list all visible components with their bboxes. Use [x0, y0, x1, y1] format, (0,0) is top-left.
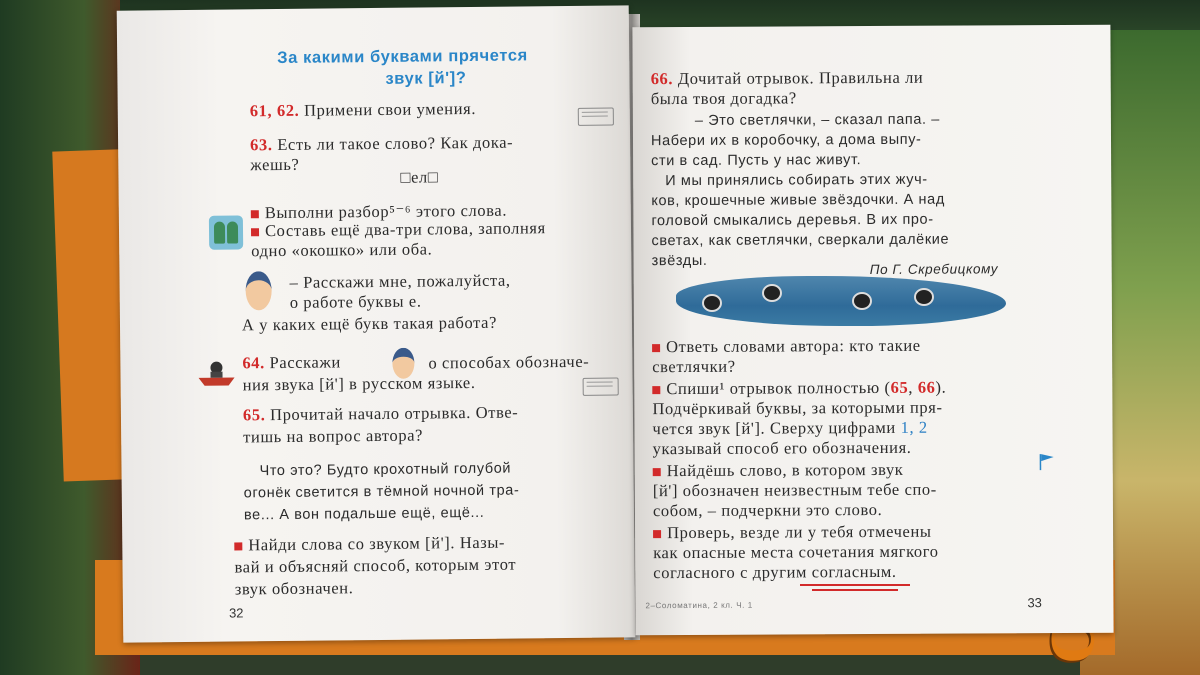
task-text: Найди слова со звуком [й']. Назы-	[248, 532, 506, 555]
flag-icon	[1039, 453, 1055, 471]
bullet-text: Составь ещё два-три слова, заполняя	[264, 218, 546, 241]
exercise-number: 64.	[242, 353, 265, 373]
page-title-line2: звук [й']?	[385, 69, 467, 88]
question-text: чется звук [й']. Сверху цифрами	[652, 417, 896, 439]
exercise-number: 61, 62.	[249, 100, 300, 121]
question-text: указывай способ его обозначения.	[652, 437, 912, 459]
exercise-number: 63.	[250, 135, 273, 155]
question-text: Найдёшь слово, в котором звук	[666, 459, 904, 481]
word-puzzle: □ел□	[400, 167, 439, 187]
exercise-text: Расскажи	[269, 352, 341, 373]
firefly-icon	[914, 288, 934, 306]
exercise-text: жешь?	[250, 154, 300, 175]
exercise-reference: 65	[890, 377, 909, 397]
print-footer: 2–Соломатина, 2 кл. Ч. 1	[645, 600, 753, 611]
firefly-icon	[702, 294, 722, 312]
exercise-text: была твоя догадка?	[650, 88, 797, 109]
task-text: вай и объясняй способ, которым этот	[234, 554, 517, 577]
decorative-rule	[812, 589, 898, 591]
exercise-text: о способах обозначе-	[428, 351, 590, 373]
question-text: ).	[935, 377, 947, 397]
bullet-marker	[653, 468, 661, 476]
boy-character-icon	[245, 271, 271, 310]
left-page	[117, 5, 636, 642]
firefly-icon	[852, 292, 872, 310]
right-page	[632, 25, 1113, 635]
story-text: Набери их в коробочку, а дома выпу-	[650, 131, 922, 150]
bullet-marker	[251, 210, 259, 218]
story-source: По Г. Скребицкому	[869, 261, 999, 278]
story-text: сти в сад. Пусть у нас живут.	[651, 152, 862, 170]
dialog-text: А у каких ещё букв такая работа?	[241, 312, 498, 335]
exercise-text: ния звука [й'] в русском языке.	[242, 372, 476, 395]
dialog-text: о работе буквы е.	[289, 291, 422, 312]
exercise-text: тишь на вопрос автора?	[243, 425, 424, 447]
method-digits: 1, 2	[900, 417, 928, 437]
ship-character-icon	[196, 357, 236, 387]
question-text: Спиши¹ отрывок полностью (	[666, 377, 891, 399]
story-text: звёзды.	[651, 252, 708, 270]
bullet-marker	[234, 543, 242, 551]
question-text: согласного с другим согласным.	[653, 561, 897, 583]
exercise-reference: 66	[917, 377, 936, 397]
question-text: светлячки?	[652, 356, 736, 377]
story-text: светах, как светлячки, сверкали далёкие	[651, 231, 950, 250]
bullet-marker	[251, 228, 259, 236]
bullet-marker	[653, 530, 661, 538]
question-text: Подчёркивай буквы, за которыми пря-	[652, 397, 943, 419]
question-text: собом, – подчеркни это слово.	[652, 499, 883, 521]
story-text: – Это светлячки, – сказал папа. –	[694, 111, 940, 129]
story-text: И мы принялись собирать этих жуч-	[665, 171, 928, 190]
separator: ,	[908, 377, 918, 397]
exercise-text: Есть ли такое слово? Как дока-	[277, 132, 514, 155]
question-text: Ответь словами автора: кто такие	[666, 335, 921, 357]
story-text: огонёк светится в тёмной ночной тра-	[243, 482, 520, 502]
bullet-marker	[652, 344, 660, 352]
story-text: ве... А вон подальше ещё, ещё...	[243, 504, 485, 524]
exercise-text: Прочитай начало отрывка. Отве-	[270, 402, 519, 425]
exercise-number: 65.	[242, 405, 266, 425]
question-text: как опасные места сочетания мягкого	[653, 541, 939, 563]
exercise-text: Примени свои умения.	[303, 98, 477, 120]
bullet-text: Выполни разбор⁵⁻⁶ этого слова.	[264, 200, 508, 223]
story-text: головой смыкались деревья. В их про-	[651, 211, 934, 230]
exercise-number: 66.	[650, 69, 674, 89]
bullet-marker	[652, 386, 660, 394]
page-number: 32	[228, 605, 244, 621]
decorative-rule	[800, 584, 910, 586]
story-text: Что это? Будто крохотный голубой	[259, 460, 512, 480]
question-text: [й'] обозначен неизвестным тебе спо-	[652, 479, 937, 501]
story-text: ков, крошечные живые звёздочки. А над	[651, 191, 945, 210]
notebook-icon	[578, 107, 614, 125]
exercise-text: Дочитай отрывок. Правильна ли	[677, 67, 924, 89]
dialog-text: – Расскажи мне, пожалуйста,	[289, 270, 511, 292]
notebook-icon	[583, 377, 619, 395]
pair-work-icon	[209, 215, 243, 249]
task-text: звук обозначен.	[234, 578, 354, 599]
page-title-line1: За какими буквами прячется	[277, 46, 528, 68]
page-number: 33	[1027, 595, 1042, 611]
question-text: Проверь, везде ли у тебя отмечены	[667, 521, 932, 543]
firefly-icon	[762, 284, 782, 302]
bullet-text: одно «окошко» или оба.	[251, 239, 433, 261]
